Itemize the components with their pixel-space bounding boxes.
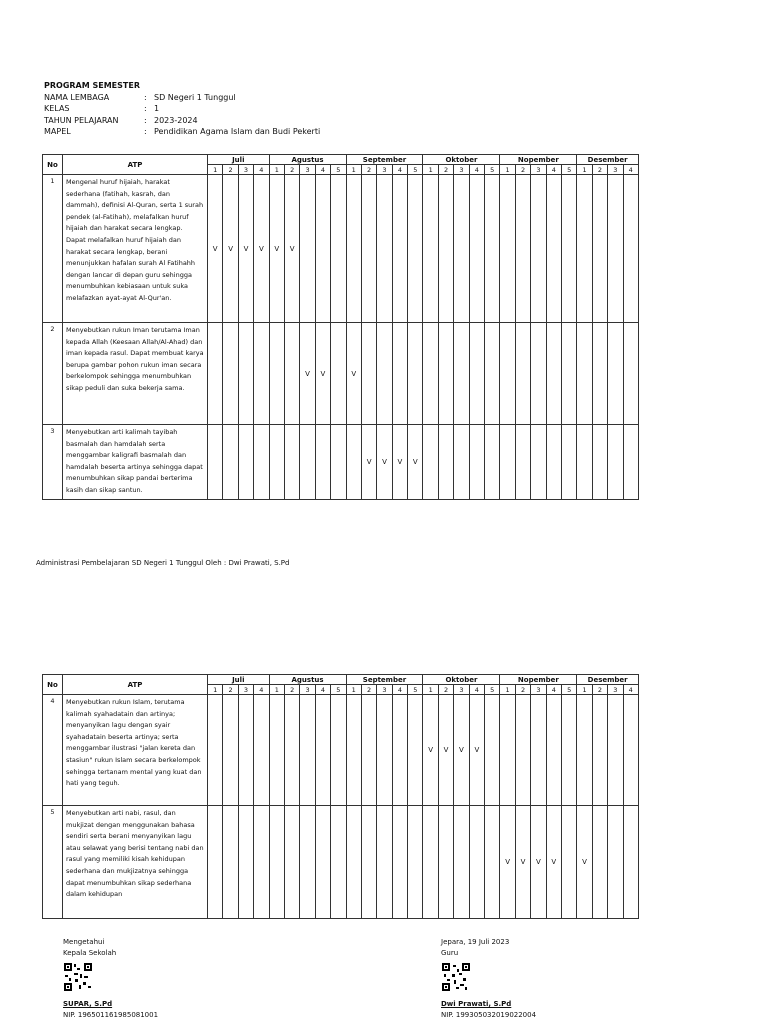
week-cell: [361, 323, 376, 425]
week-mark: V: [577, 806, 592, 919]
week-number: 2: [438, 685, 453, 695]
week-cell: [531, 175, 546, 323]
month-header: Oktober: [423, 675, 500, 685]
week-number: 2: [284, 685, 299, 695]
week-number: 5: [331, 685, 346, 695]
week-cell: [546, 425, 561, 500]
week-cell: [346, 806, 361, 919]
week-mark: V: [546, 806, 561, 919]
week-cell: [577, 695, 592, 806]
week-number: 3: [608, 165, 623, 175]
week-number: 4: [623, 165, 638, 175]
week-cell: [561, 695, 576, 806]
week-cell: [254, 323, 269, 425]
week-number: 1: [423, 165, 438, 175]
week-cell: [608, 425, 623, 500]
week-number: 4: [315, 165, 330, 175]
week-mark: V: [284, 175, 299, 323]
week-cell: [346, 425, 361, 500]
atp-description: Mengenal huruf hijaiah, harakat sederhana (fatihah, kasrah, dan dammah), definisi Al-Quran, serta 1 surah pendek (al-Fatihah), melafalkan huruf hijaiah dan harakat secara lengkap. Dapat melafalkan huruf hijaiah dan harakat secara lengkap, berani menunjukkan hafalan surah Al Fatihahh dengan lancar di depan guru sehingga menumbuhkan kebiasaan untuk suka melafazkan ayat-ayat Al-Qur'an.: [63, 175, 208, 323]
header-row-subject: MAPEL : Pendidikan Agama Islam dan Budi Pekerti: [44, 127, 321, 136]
week-number: 4: [546, 165, 561, 175]
week-cell: [331, 323, 346, 425]
teacher-nip: NIP. 199305032019022004: [441, 1011, 537, 1019]
week-number: 5: [331, 165, 346, 175]
week-number: 5: [561, 685, 576, 695]
month-header: September: [346, 675, 423, 685]
week-cell: [485, 175, 500, 323]
week-cell: [223, 806, 238, 919]
week-cell: [515, 175, 530, 323]
atp-description: Menyebutkan rukun Islam, terutama kalimah syahadatain dan artinya; menyanyikan lagu dengan syair syahadatain beserta artinya; serta menggambar ilustrasi "jalan kereta dan stasiun" rukun Islam secara berkelompok sehingga tertanam mental yang kuat dan hati yang teguh.: [63, 695, 208, 806]
week-cell: [485, 695, 500, 806]
qr-code-icon: [441, 962, 471, 992]
week-number: 4: [623, 685, 638, 695]
teacher-name: Dwi Prawati, S.Pd: [441, 1000, 512, 1008]
week-number: 5: [408, 165, 423, 175]
week-number: 4: [392, 165, 407, 175]
week-cell: [392, 323, 407, 425]
week-number: 3: [531, 685, 546, 695]
week-mark: V: [223, 175, 238, 323]
week-number: 1: [500, 685, 515, 695]
week-mark: V: [515, 806, 530, 919]
week-cell: [377, 695, 392, 806]
week-number: 2: [515, 165, 530, 175]
week-number: 3: [454, 685, 469, 695]
week-cell: [223, 323, 238, 425]
week-cell: [515, 323, 530, 425]
week-cell: [392, 175, 407, 323]
week-mark: V: [454, 695, 469, 806]
week-number: 4: [469, 165, 484, 175]
week-cell: [269, 425, 284, 500]
week-mark: V: [254, 175, 269, 323]
week-cell: [392, 695, 407, 806]
week-mark: V: [408, 425, 423, 500]
week-cell: [469, 806, 484, 919]
week-cell: [454, 175, 469, 323]
week-mark: V: [500, 806, 515, 919]
week-cell: [577, 323, 592, 425]
week-number: 4: [469, 685, 484, 695]
week-cell: [284, 425, 299, 500]
week-cell: [438, 175, 453, 323]
week-cell: [454, 806, 469, 919]
month-header: September: [346, 155, 423, 165]
week-number: 4: [254, 685, 269, 695]
week-cell: [269, 695, 284, 806]
week-cell: [408, 806, 423, 919]
week-number: 4: [254, 165, 269, 175]
column-header-no: No: [43, 155, 63, 175]
header-row-class: KELAS : 1: [44, 104, 160, 113]
row-number: 2: [43, 323, 63, 425]
week-cell: [315, 695, 330, 806]
week-cell: [238, 425, 253, 500]
week-cell: [423, 175, 438, 323]
row-number: 5: [43, 806, 63, 919]
week-cell: [284, 323, 299, 425]
week-cell: [423, 323, 438, 425]
month-header: Agustus: [269, 155, 346, 165]
week-cell: [269, 806, 284, 919]
week-cell: [238, 806, 253, 919]
week-cell: [223, 425, 238, 500]
header-row-institution: NAMA LEMBAGA : SD Negeri 1 Tunggul: [44, 92, 236, 102]
week-cell: [361, 695, 376, 806]
week-cell: [254, 695, 269, 806]
week-cell: [515, 695, 530, 806]
week-cell: [608, 806, 623, 919]
week-number: 5: [561, 165, 576, 175]
week-cell: [485, 425, 500, 500]
month-header: Juli: [208, 155, 270, 165]
week-mark: V: [469, 695, 484, 806]
program-table-page1: [42, 154, 639, 500]
week-cell: [592, 425, 607, 500]
week-number: 1: [423, 685, 438, 695]
week-cell: [408, 323, 423, 425]
week-cell: [531, 323, 546, 425]
footer-admin-note: Administrasi Pembelajaran SD Negeri 1 Tunggul Oleh : Dwi Prawati, S.Pd: [36, 559, 290, 567]
week-cell: [577, 175, 592, 323]
week-cell: [577, 425, 592, 500]
week-mark: V: [269, 175, 284, 323]
table-row: [43, 806, 639, 919]
week-cell: [438, 806, 453, 919]
week-cell: [592, 806, 607, 919]
week-cell: [300, 425, 315, 500]
week-number: 2: [284, 165, 299, 175]
week-number: 2: [438, 165, 453, 175]
week-cell: [408, 695, 423, 806]
month-header: Nopember: [500, 155, 577, 165]
row-number: 4: [43, 695, 63, 806]
program-table-page2: [42, 674, 639, 919]
week-cell: [531, 425, 546, 500]
column-header-no: No: [43, 675, 63, 695]
week-cell: [561, 323, 576, 425]
week-cell: [254, 425, 269, 500]
week-number: 1: [346, 685, 361, 695]
week-cell: [623, 806, 638, 919]
week-cell: [361, 806, 376, 919]
week-number: 3: [377, 685, 392, 695]
week-number: 5: [485, 165, 500, 175]
week-cell: [561, 806, 576, 919]
week-number: 2: [223, 165, 238, 175]
week-number: 2: [223, 685, 238, 695]
week-number: 2: [592, 165, 607, 175]
week-cell: [423, 806, 438, 919]
atp-description: Menyebutkan rukun Iman terutama Iman kepada Allah (Keesaan Allah/Al-Ahad) dan iman kepada rasul. Dapat membuat karya berupa gambar pohon rukun iman secara berkelompok sehingga menumbuhkan sikap peduli dan suka bekerja sama.: [63, 323, 208, 425]
document-title: PROGRAM SEMESTER: [44, 81, 140, 90]
month-header: Nopember: [500, 675, 577, 685]
week-cell: [284, 695, 299, 806]
week-cell: [300, 175, 315, 323]
week-cell: [469, 175, 484, 323]
week-number: 3: [608, 685, 623, 695]
week-number: 2: [515, 685, 530, 695]
week-mark: V: [300, 323, 315, 425]
column-header-atp: ATP: [63, 675, 208, 695]
week-mark: V: [208, 175, 223, 323]
week-cell: [469, 425, 484, 500]
header-row-year: TAHUN PELAJARAN : 2023-2024: [44, 115, 198, 125]
week-cell: [500, 175, 515, 323]
week-cell: [561, 175, 576, 323]
headmaster-nip: NIP. 196501161985081001: [63, 1011, 159, 1019]
week-number: 1: [577, 685, 592, 695]
week-mark: V: [315, 323, 330, 425]
week-cell: [238, 323, 253, 425]
week-number: 3: [531, 165, 546, 175]
week-cell: [623, 425, 638, 500]
week-cell: [531, 695, 546, 806]
week-cell: [608, 323, 623, 425]
week-cell: [331, 695, 346, 806]
week-cell: [331, 175, 346, 323]
qr-code-icon: [63, 962, 93, 992]
week-cell: [485, 806, 500, 919]
column-header-atp: ATP: [63, 155, 208, 175]
week-cell: [361, 175, 376, 323]
signature-teacher: Jepara, 19 Juli 2023 Guru Dwi Prawati, S.Pd NIP. 199305032019022004: [441, 938, 537, 1019]
week-number: 2: [361, 165, 376, 175]
week-cell: [454, 425, 469, 500]
headmaster-name: SUPAR, S.Pd: [63, 1000, 113, 1008]
week-mark: V: [238, 175, 253, 323]
week-cell: [269, 323, 284, 425]
week-cell: [623, 175, 638, 323]
week-cell: [423, 425, 438, 500]
table-row: [43, 323, 639, 425]
week-cell: [623, 323, 638, 425]
week-cell: [238, 695, 253, 806]
week-mark: V: [392, 425, 407, 500]
table-row: [43, 175, 639, 323]
week-cell: [208, 806, 223, 919]
week-cell: [300, 695, 315, 806]
week-cell: [377, 806, 392, 919]
week-cell: [208, 323, 223, 425]
atp-description: Menyebutkan arti kalimah tayibah basmalah dan hamdalah serta menggambar kaligrafi basmalah dan hamdalah beserta artinya sehingga dapat menumbuhkan sikap pandai berterima kasih dan sikap santun.: [63, 425, 208, 500]
week-cell: [546, 695, 561, 806]
week-cell: [438, 323, 453, 425]
week-cell: [315, 425, 330, 500]
week-cell: [223, 695, 238, 806]
week-cell: [254, 806, 269, 919]
week-cell: [515, 425, 530, 500]
week-number: 3: [238, 685, 253, 695]
week-cell: [608, 695, 623, 806]
week-cell: [546, 175, 561, 323]
week-number: 4: [315, 685, 330, 695]
week-number: 5: [485, 685, 500, 695]
week-cell: [438, 425, 453, 500]
row-number: 1: [43, 175, 63, 323]
week-number: 3: [377, 165, 392, 175]
week-cell: [315, 175, 330, 323]
table-row: [43, 695, 639, 806]
week-mark: V: [423, 695, 438, 806]
week-cell: [500, 323, 515, 425]
week-cell: [500, 425, 515, 500]
month-header: Desember: [577, 675, 639, 685]
week-cell: [331, 425, 346, 500]
week-cell: [592, 175, 607, 323]
week-cell: [346, 695, 361, 806]
week-number: 1: [208, 165, 223, 175]
week-cell: [592, 695, 607, 806]
week-number: 5: [408, 685, 423, 695]
week-mark: V: [531, 806, 546, 919]
week-cell: [377, 323, 392, 425]
week-cell: [623, 695, 638, 806]
week-cell: [561, 425, 576, 500]
week-number: 1: [346, 165, 361, 175]
week-cell: [315, 806, 330, 919]
month-header: Desember: [577, 155, 639, 165]
table-row: [43, 425, 639, 500]
week-number: 2: [592, 685, 607, 695]
week-cell: [500, 695, 515, 806]
week-cell: [485, 323, 500, 425]
week-number: 1: [269, 685, 284, 695]
week-number: 1: [577, 165, 592, 175]
week-number: 4: [392, 685, 407, 695]
week-number: 4: [546, 685, 561, 695]
week-cell: [300, 806, 315, 919]
week-number: 3: [300, 685, 315, 695]
week-number: 2: [361, 685, 376, 695]
week-cell: [469, 323, 484, 425]
week-cell: [592, 323, 607, 425]
week-mark: V: [377, 425, 392, 500]
week-cell: [346, 175, 361, 323]
month-header: Oktober: [423, 155, 500, 165]
week-mark: V: [438, 695, 453, 806]
week-mark: V: [346, 323, 361, 425]
week-cell: [408, 175, 423, 323]
month-header: Juli: [208, 675, 270, 685]
week-number: 1: [269, 165, 284, 175]
week-cell: [546, 323, 561, 425]
signature-headmaster: Mengetahui Kepala Sekolah SUPAR, S.Pd NIP. 196501161985081001: [63, 938, 159, 1019]
week-cell: [331, 806, 346, 919]
atp-description: Menyebutkan arti nabi, rasul, dan mukjizat dengan menggunakan bahasa sendiri serta berani menyanyikan lagu atau selawat yang berisi tentang nabi dan rasul yang memiliki kisah kehidupan sederhana dan mukjizatnya sehingga dapat menumbuhkan sikap sederhana dalam kehidupan: [63, 806, 208, 919]
week-cell: [208, 425, 223, 500]
week-number: 3: [238, 165, 253, 175]
week-cell: [377, 175, 392, 323]
week-cell: [208, 695, 223, 806]
week-number: 1: [208, 685, 223, 695]
document-header: [44, 80, 320, 138]
week-cell: [284, 806, 299, 919]
week-number: 3: [300, 165, 315, 175]
month-header: Agustus: [269, 675, 346, 685]
week-mark: V: [361, 425, 376, 500]
row-number: 3: [43, 425, 63, 500]
week-cell: [608, 175, 623, 323]
week-cell: [392, 806, 407, 919]
week-number: 3: [454, 165, 469, 175]
week-cell: [454, 323, 469, 425]
week-number: 1: [500, 165, 515, 175]
